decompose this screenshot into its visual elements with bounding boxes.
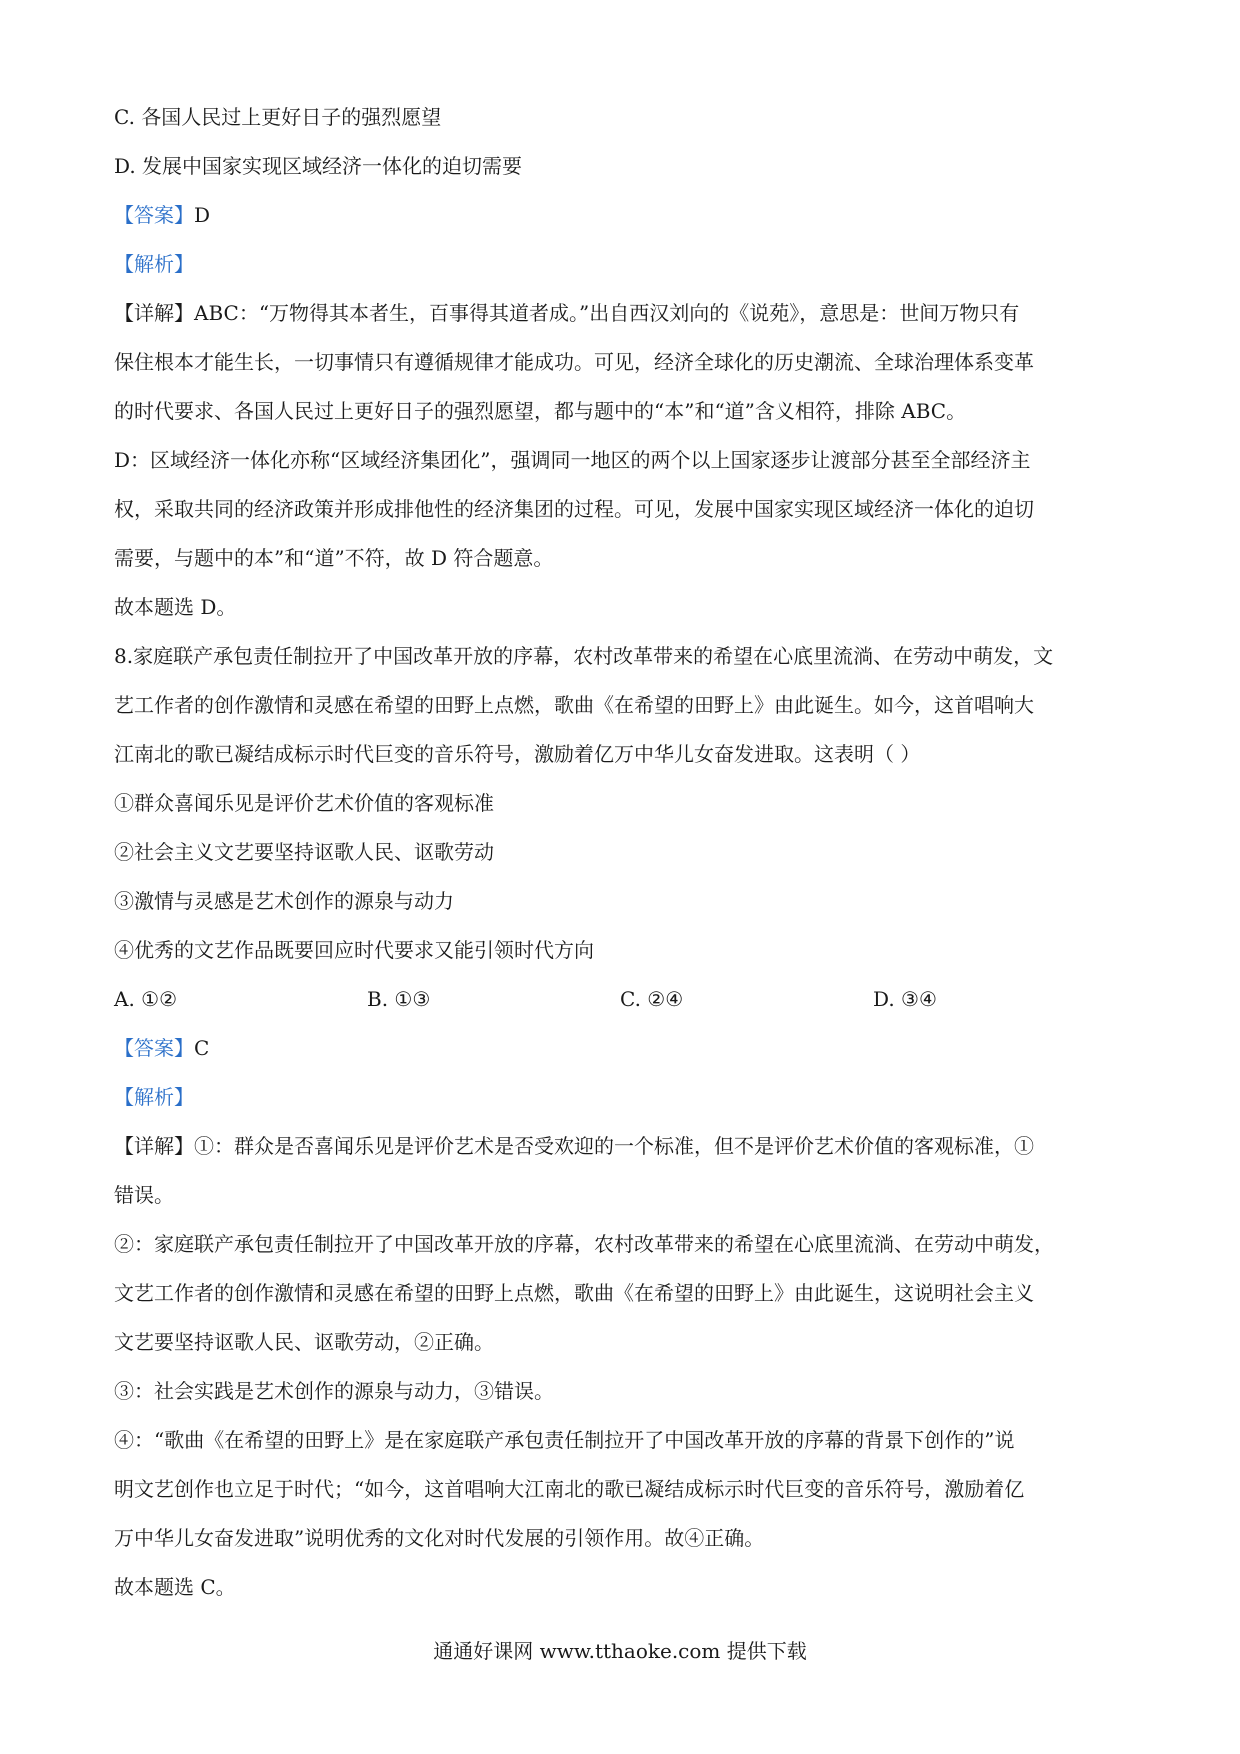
q8-detail-line: ④：“歌曲《在希望的田野上》是在家庭联产承包责任制拉开了中国改革开放的序幕的背景下创作的”说	[114, 1428, 1015, 1452]
q8-detail-line: ③：社会实践是艺术创作的源泉与动力，③错误。	[114, 1379, 554, 1403]
q8-detail-line: 万中华儿女奋发进取”说明优秀的文化对时代发展的引领作用。故④正确。	[114, 1526, 765, 1550]
q7-option-d: D. 发展中国家实现区域经济一体化的迫切需要	[114, 154, 523, 178]
q7-analysis-tag: 【解析】	[114, 252, 194, 276]
q8-answer	[114, 1024, 1126, 1073]
q8-detail-line: 文艺要坚持讴歌人民、讴歌劳动，②正确。	[114, 1330, 494, 1354]
detail-tag: 【详解】	[114, 301, 194, 325]
q8-option-a: A. ①②	[114, 987, 178, 1011]
answer-value: D	[194, 203, 211, 227]
q8-option-c: C. ②④	[620, 987, 684, 1011]
q8-statement: ④优秀的文艺作品既要回应时代要求又能引领时代方向	[114, 938, 594, 962]
q8-option-d: D. ③④	[873, 987, 937, 1011]
q8-detail-line: ②：家庭联产承包责任制拉开了中国改革开放的序幕，农村改革带来的希望在心底里流淌、在劳动中萌发，	[114, 1232, 1054, 1256]
q8-detail-line: 错误。	[114, 1183, 174, 1207]
q8-option-b: B. ①③	[367, 987, 431, 1011]
document-body	[114, 93, 1126, 1612]
answer-tag: 【答案】	[114, 1036, 194, 1060]
detail-tag: 【详解】	[114, 1134, 194, 1158]
q7-detail-line: 【详解】ABC：“万物得其本者生，百事得其道者成。”出自西汉刘向的《说苑》，意思是：世间万物只有	[114, 301, 1020, 325]
q7-detail-line: 需要，与题中的本”和“道”不符，故 D 符合题意。	[114, 546, 554, 570]
q8-statement: ③激情与灵感是艺术创作的源泉与动力	[114, 889, 454, 913]
answer-value: C	[194, 1036, 210, 1060]
q7-detail-line: 保住根本才能生长，一切事情只有遵循规律才能成功。可见，经济全球化的历史潮流、全球治理体系变革	[114, 350, 1034, 374]
q8-detail-line: 明文艺创作也立足于时代；“如今，这首唱响大江南北的歌已凝结成标示时代巨变的音乐符号，激励着亿	[114, 1477, 1025, 1501]
q7-detail-line: D：区域经济一体化亦称“区域经济集团化”，强调同一地区的两个以上国家逐步让渡部分甚至全部经济主	[114, 448, 1031, 472]
q7-detail-line: 的时代要求、各国人民过上更好日子的强烈愿望，都与题中的“本”和“道”含义相符，排除 ABC。	[114, 399, 967, 423]
q8-stem-line: 8.家庭联产承包责任制拉开了中国改革开放的序幕，农村改革带来的希望在心底里流淌、在劳动中萌发，文	[114, 644, 1054, 668]
q7-option-c: C. 各国人民过上更好日子的强烈愿望	[114, 105, 442, 129]
q8-detail-line: 文艺工作者的创作激情和灵感在希望的田野上点燃，歌曲《在希望的田野上》由此诞生，这说明社会主义	[114, 1281, 1034, 1305]
q7-conclusion: 故本题选 D。	[114, 595, 237, 619]
q8-stem-line: 艺工作者的创作激情和灵感在希望的田野上点燃，歌曲《在希望的田野上》由此诞生。如今，这首唱响大	[114, 693, 1034, 717]
q8-analysis-tag: 【解析】	[114, 1085, 194, 1109]
q8-detail-line: 【详解】①：群众是否喜闻乐见是评价艺术是否受欢迎的一个标准，但不是评价艺术价值的客观标准，①	[114, 1134, 1034, 1158]
q7-answer	[114, 191, 1126, 240]
q8-statement: ①群众喜闻乐见是评价艺术价值的客观标准	[114, 791, 494, 815]
q8-conclusion: 故本题选 C。	[114, 1575, 236, 1599]
q7-detail-line: 权，采取共同的经济政策并形成排他性的经济集团的过程。可见，发展中国家实现区域经济一体化的迫切	[114, 497, 1034, 521]
q8-options	[114, 975, 1126, 1024]
q8-statement: ②社会主义文艺要坚持讴歌人民、讴歌劳动	[114, 840, 494, 864]
answer-tag: 【答案】	[114, 203, 194, 227]
q8-stem-line: 江南北的歌已凝结成标示时代巨变的音乐符号，激励着亿万中华儿女奋发进取。这表明（ ）	[114, 742, 921, 766]
page-footer: 通通好课网 www.tthaoke.com 提供下载	[433, 1639, 807, 1663]
